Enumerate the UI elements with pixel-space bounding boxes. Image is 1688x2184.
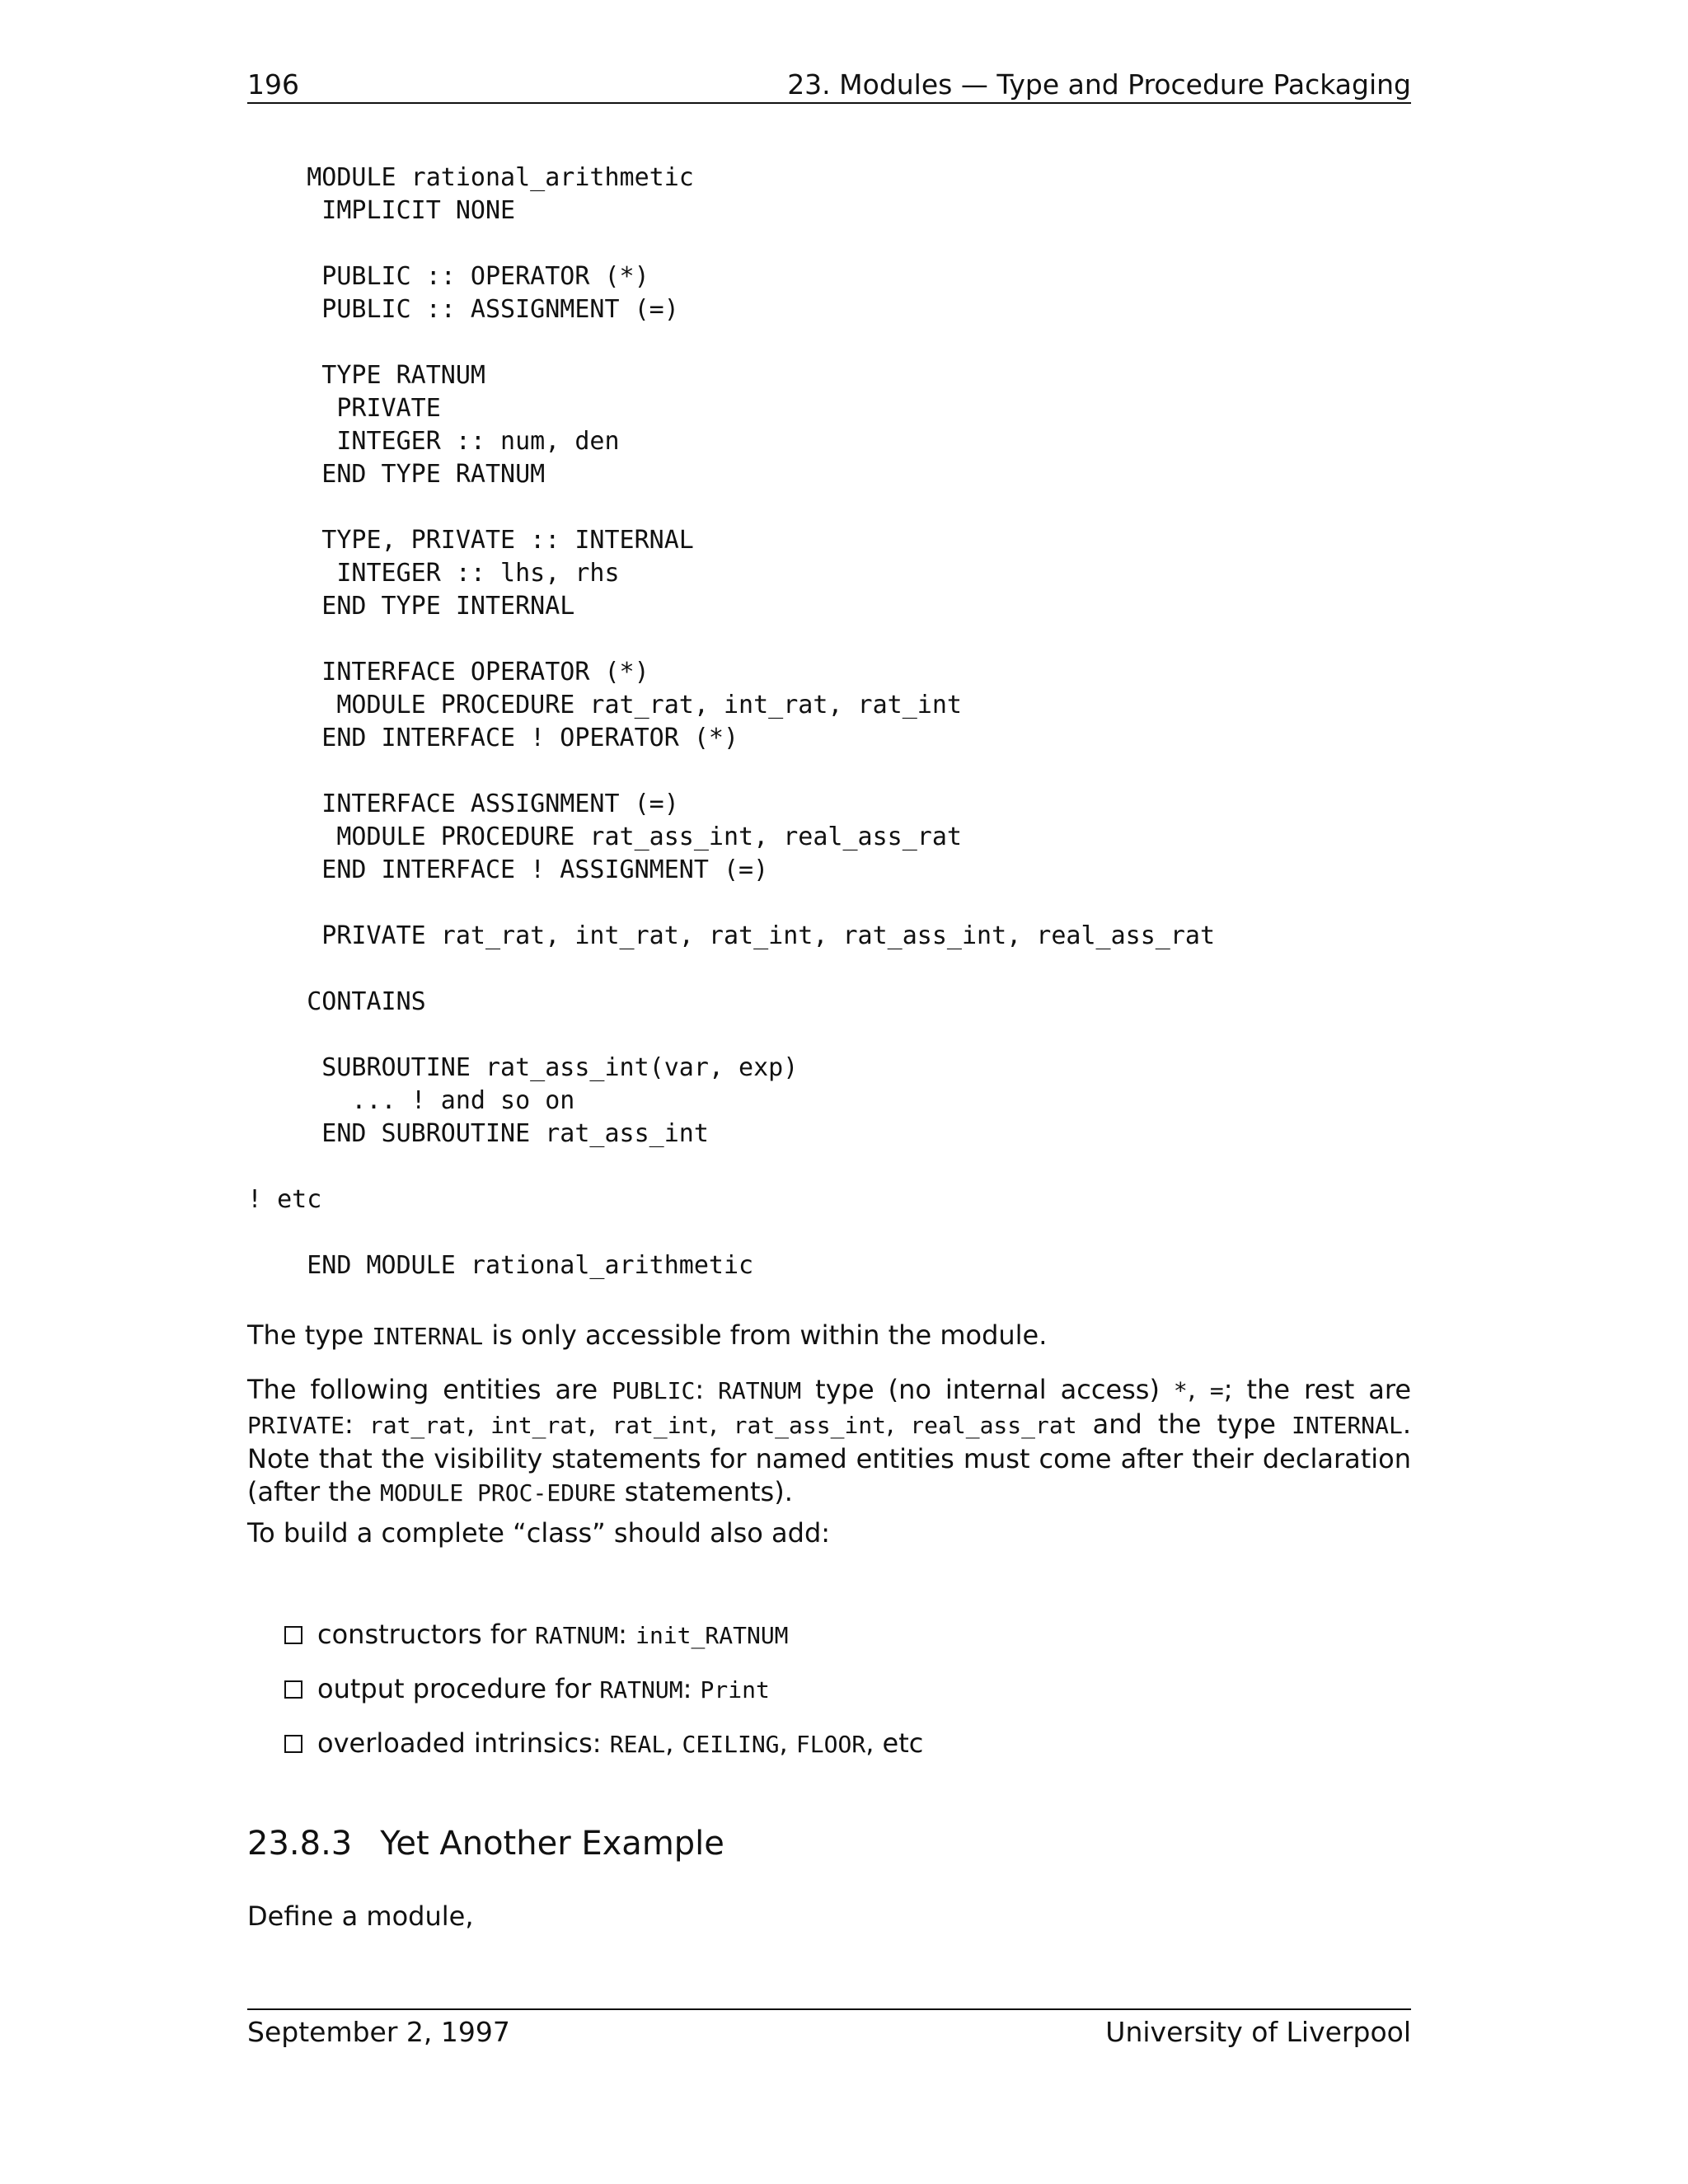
text-span: constructors for	[317, 1619, 535, 1650]
code-line: INTERFACE OPERATOR (*)	[247, 658, 649, 687]
code-span: rat_ass_int	[733, 1412, 887, 1439]
code-line	[247, 887, 1411, 920]
text-span: :	[618, 1619, 636, 1650]
code-line	[247, 623, 1411, 656]
paragraph-public-entities	[247, 1373, 1411, 1510]
text-span: ,	[588, 1408, 612, 1440]
code-span: INTERNAL	[372, 1323, 484, 1350]
text-span: :	[682, 1673, 701, 1704]
code-line: PUBLIC :: ASSIGNMENT (=)	[247, 295, 679, 324]
code-line: MODULE PROCEDURE rat_rat, int_rat, rat_int	[247, 691, 962, 719]
code-line: TYPE RATNUM	[247, 361, 485, 390]
text-span: type (no internal access)	[801, 1374, 1174, 1405]
footer-institution: University of Liverpool	[1105, 2016, 1411, 2048]
text-span: . Note that the visibility statements for named entities must come after their declaration (after the	[247, 1408, 1412, 1507]
text-span: ,	[779, 1727, 796, 1759]
code-line: END TYPE RATNUM	[247, 460, 546, 489]
code-line: ! etc	[247, 1185, 322, 1214]
code-span: real_ass_rat	[910, 1412, 1077, 1439]
code-line: ... ! and so on	[247, 1086, 575, 1115]
list-item-text	[317, 1672, 770, 1707]
code-span: FLOOR	[795, 1731, 866, 1758]
code-line: INTERFACE ASSIGNMENT (=)	[247, 790, 679, 818]
text-span: ; the rest are	[1223, 1374, 1412, 1405]
code-line	[247, 755, 1411, 788]
text-span: The following entities are	[247, 1374, 612, 1405]
code-listing	[247, 162, 1411, 1282]
text-span: and the type	[1076, 1408, 1292, 1440]
chapter-title: 23. Modules — Type and Procedure Packaging	[787, 68, 1411, 101]
code-line	[247, 1019, 1411, 1052]
code-line: INTEGER :: num, den	[247, 427, 620, 456]
section-heading	[247, 1825, 724, 1863]
code-line: END TYPE INTERNAL	[247, 592, 575, 621]
code-line: PUBLIC :: OPERATOR (*)	[247, 262, 649, 291]
text-span: , etc	[865, 1727, 924, 1759]
bullet-list	[284, 1619, 1356, 1782]
page-header	[247, 69, 1411, 104]
list-item	[284, 1727, 1356, 1760]
code-span: PUBLIC	[612, 1377, 696, 1404]
code-span: REAL	[609, 1731, 666, 1758]
code-line: END SUBROUTINE rat_ass_int	[247, 1119, 709, 1148]
list-item	[284, 1619, 1356, 1652]
text-span: output procedure for	[317, 1673, 600, 1704]
code-line: INTEGER :: lhs, rhs	[247, 559, 620, 588]
code-line	[247, 1216, 1411, 1249]
text-span: ,	[665, 1727, 682, 1759]
code-line: END MODULE rational_arithmetic	[247, 1251, 754, 1280]
paragraph-define-module: Define a module,	[247, 1900, 474, 1932]
code-line: CONTAINS	[247, 987, 426, 1016]
text-span: ,	[886, 1408, 911, 1440]
code-line: SUBROUTINE rat_ass_int(var, exp)	[247, 1053, 799, 1082]
text-span: ,	[1187, 1374, 1210, 1405]
code-span: CEILING	[682, 1731, 780, 1758]
page-footer	[247, 2008, 1411, 2048]
code-line: END INTERFACE ! ASSIGNMENT (=)	[247, 855, 769, 884]
code-line: PRIVATE	[247, 394, 441, 423]
text-span: is only accessible from within the module.	[483, 1319, 1048, 1351]
code-span: init_RATNUM	[635, 1622, 789, 1649]
code-line	[247, 491, 1411, 524]
code-line: MODULE rational_arithmetic	[247, 163, 694, 192]
list-item-text	[317, 1618, 789, 1652]
code-line: END INTERFACE ! OPERATOR (*)	[247, 724, 739, 752]
code-line	[247, 1151, 1411, 1183]
code-span: RATNUM	[599, 1676, 683, 1704]
text-span: statements).	[616, 1476, 793, 1507]
text-span: :	[345, 1408, 369, 1440]
code-line: MODULE PROCEDURE rat_ass_int, real_ass_rat	[247, 823, 962, 851]
text-span: The type	[247, 1319, 373, 1351]
text-span: overloaded intrinsics:	[317, 1727, 610, 1759]
list-item-text	[317, 1727, 923, 1761]
paragraph-class-intro: To build a complete “class” should also add:	[247, 1517, 831, 1549]
code-span: rat_int	[612, 1412, 710, 1439]
checkbox-square-icon	[284, 1680, 302, 1699]
code-line	[247, 326, 1411, 359]
code-span: *	[1173, 1377, 1188, 1404]
code-span: INTERNAL	[1292, 1412, 1403, 1439]
section-number: 23.8.3	[247, 1825, 353, 1863]
paragraph-internal-type	[247, 1319, 1411, 1353]
code-span: Print	[700, 1676, 770, 1704]
code-line: PRIVATE rat_rat, int_rat, rat_int, rat_ass_int, real_ass_rat	[247, 921, 1215, 950]
code-line: TYPE, PRIVATE :: INTERNAL	[247, 526, 694, 555]
footer-date: September 2, 1997	[247, 2016, 510, 2048]
text-span: ,	[709, 1408, 734, 1440]
code-span: RATNUM	[535, 1622, 619, 1649]
list-item	[284, 1673, 1356, 1706]
code-span: MODULE PROC-EDURE	[380, 1479, 617, 1507]
checkbox-square-icon	[284, 1735, 302, 1753]
code-span: RATNUM	[718, 1377, 802, 1404]
code-line	[247, 227, 1411, 260]
code-line	[247, 953, 1411, 986]
page-number: 196	[247, 68, 299, 101]
text-span: :	[695, 1374, 719, 1405]
code-span: =	[1209, 1377, 1224, 1404]
text-span: ,	[466, 1408, 491, 1440]
code-span: rat_rat	[368, 1412, 467, 1439]
checkbox-square-icon	[284, 1626, 302, 1644]
section-title: Yet Another Example	[380, 1825, 724, 1863]
code-line: IMPLICIT NONE	[247, 196, 516, 225]
code-span: PRIVATE	[247, 1412, 345, 1439]
code-span: int_rat	[490, 1412, 588, 1439]
